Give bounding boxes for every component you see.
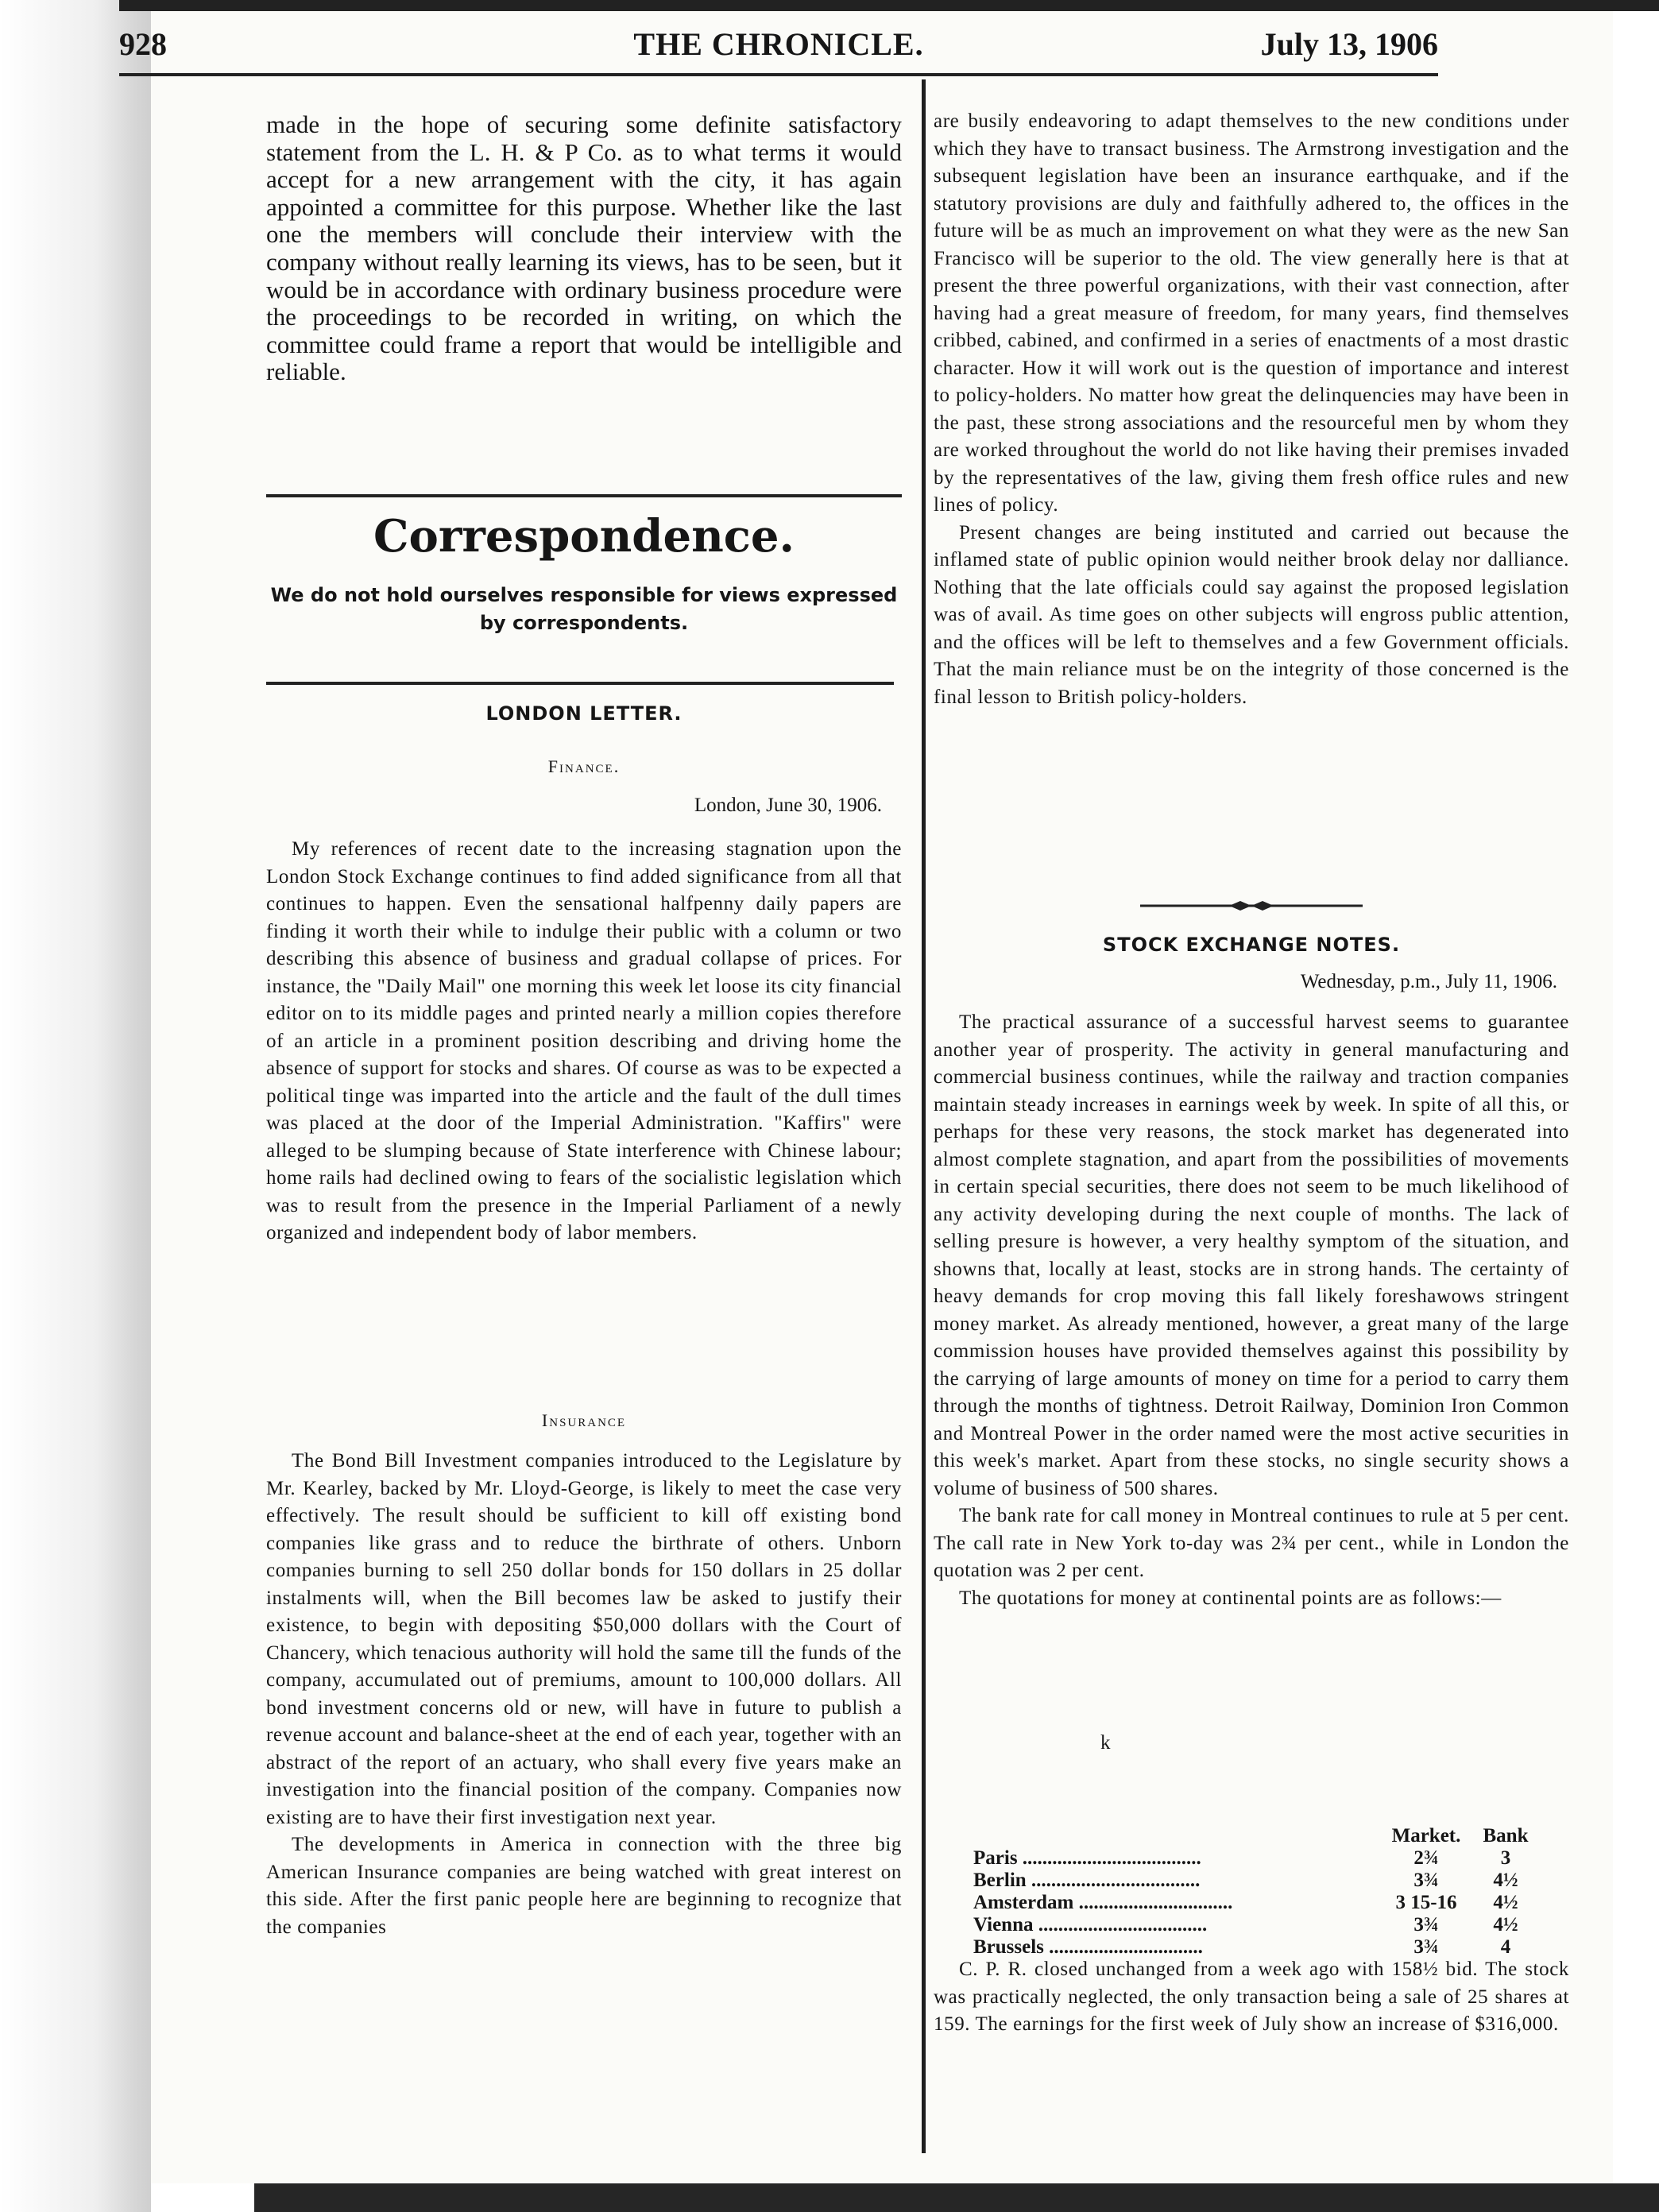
column-divider [922, 79, 926, 2153]
finance-paragraph: My references of recent date to the increasing stagnation upon the London Stock Exchange continues to find added significance from all that continues to happen. Even the sensational halfpenny daily papers are finding it worth their while to indulge their public with a column or two describing this absence of business and gradual collapse of prices. For instance, the "Daily Mail" one morning this week let loose its city financial editor on to its middle pages and printed nearly a million copies therefore of an article in a prominent position describing and driving home the absence of support for stocks and shares. Of course as was to be expected a political tinge was imparted into the article and the fault of the dull times was placed at the door of the Imperial Administration. "Kaffirs" were alleged to be slumping because of State interference with Chinese labour; home rails had declined owing to fears of the socialistic legislation which was to result from the presence in the Imperial Parliament of a newly organized and independent body of labor members. [266, 838, 902, 1243]
table-row: Vienna .................................. 3¾ 4½ [973, 1914, 1545, 1936]
finance-section [266, 836, 902, 1247]
section-rule [266, 494, 902, 497]
scan-top-edge [119, 0, 1659, 11]
bank-rate: 4½ [1493, 1870, 1518, 1891]
market-rate: 2¾ [1413, 1847, 1439, 1869]
publication-title: THE CHRONICLE. [633, 26, 924, 62]
issue-date: July 13, 1906 [1260, 26, 1438, 62]
cpr-section [934, 1956, 1569, 2039]
table-row: Amsterdam ............................... 3 15-16 4½ [973, 1892, 1545, 1914]
stock-exchange-heading: STOCK EXCHANGE NOTES. [1102, 934, 1401, 956]
quotations-intro: The quotations for money at continental points are as follows:— [959, 1587, 1502, 1609]
table-row: Brussels ............................... 3¾ 4 [973, 1936, 1545, 1959]
column-header: Bank [1483, 1825, 1529, 1847]
header-rule [119, 73, 1438, 76]
present-changes-paragraph: Present changes are being instituted and carried out because the inflamed state of public opinion would neither brook delay nor dalliance. Nothing that the late officials could say against the proposed legislation was of avail. As time goes on other subjects will engross public attention, and the offices will be left to themselves and a few Government officials. That the main reliance must be on the integrity of those concerned is the final lesson to British policy-holders. [934, 521, 1569, 708]
cpr-paragraph: C. P. R. closed unchanged from a week ago with 158½ bid. The stock was practically neglected, the only transaction being a sale of 25 shares at 159. The earnings for the first week of July show an increase of $316,000. [934, 1959, 1569, 2035]
continued-paragraph: are busily endeavoring to adapt themselves to the new conditions under which they have to transact business. The Armstrong investigation and the subsequent legislation have been an insurance earthquake, and if the statutory provisions are duly and faithfully adhered to, the offices in the future will be as much an improvement on what they were as the new San Francisco will be superior to the old. The view generally here is that at present the three powerful organizations, with their vast connection, after having had a great measure of freedom, for many years, find themselves cribbed, cabined, and confirmed in a series of enactments of a most drastic character. How it will work out is the question of importance and interest to policy-holders. No matter how great the delinquencies may have been in the past, these strong associations and the resourceful men by whom they are worked throughout the world do not like having their premises invaded by the representatives of the law, giving them fresh office rules and new lines of policy. [934, 110, 1569, 516]
bank-rate: 3 [1500, 1847, 1511, 1869]
stray-mark: k [1100, 1732, 1111, 1754]
column-header: Market. [1391, 1825, 1461, 1847]
insurance-section [266, 1448, 902, 1941]
intro-paragraph: made in the hope of securing some definite satisfactory statement from the L. H. & P Co. as to what terms it would accept for a new arrangement with the city, it has again appointed a committee for this purpose. Whether like the last one the members will conclude their interview with the company without really learning its views, has to be seen, but it would be in accordance with ordinary business procedure were the proceedings to be recorded in writing, on which the committee could frame a report that would be intelligible and reliable. [266, 110, 902, 386]
london-dateline: London, June 30, 1906. [694, 795, 882, 816]
correspondence-note: We do not hold ourselves responsible for views expressed by correspondents. [270, 584, 898, 634]
market-rate: 3¾ [1413, 1914, 1439, 1936]
market-rate: 3 15-16 [1395, 1892, 1457, 1913]
stock-section [934, 1009, 1569, 1612]
quotes-table [973, 1825, 1545, 1959]
bank-rate: 4½ [1493, 1892, 1518, 1913]
section-ornament [1140, 900, 1363, 911]
market-rate: 3¾ [1413, 1936, 1439, 1958]
table-row: Paris .................................... 2¾ 3 [973, 1847, 1545, 1870]
scan-bottom-edge [254, 2183, 1659, 2212]
london-letter-heading: LONDON LETTER. [485, 702, 683, 725]
finance-subhead: Finance. [547, 756, 621, 776]
stock-dateline: Wednesday, p.m., July 11, 1906. [1300, 971, 1557, 992]
page-number: 928 [119, 26, 167, 62]
table-row: Berlin .................................. 3¾ 4½ [973, 1870, 1545, 1892]
bank-rate: 4 [1500, 1936, 1511, 1958]
insurance-paragraph: The Bond Bill Investment companies introduced to the Legislature by Mr. Kearley, backed by Mr. Lloyd-George, is likely to meet the case very effectively. The result should be sufficient to kill off existing bond companies like grass and to reduce the birthrate of others. Unborn companies burning to sell 250 dollar bonds for 150 dollars in 25 dollar instalments will, when the Bill becomes law be asked to justify their existence, to begin with depositing $50,000 dollars with the Court of Chancery, which tenacious authority will hold the same till the funds of the company, accumulated out of premiums, amount to 100,000 dollars. All bond investment concerns old or new, will have in future to publish a revenue account and balance-sheet at the end of each year, together with an abstract of the report of an actuary, who shall every five years make an investigation into the financial position of the company. Companies now existing are to have their first investigation next year. [266, 1450, 902, 1828]
stock-paragraph: The practical assurance of a successful harvest seems to guarantee another year of prosperity. The activity in general manufacturing and commercial business continues, while the railway and traction companies maintain steady increases in earnings week by week. In spite of all this, or perhaps for these very reasons, the stock market has degenerated into almost complete stagnation, and apart from the possibilities of movements in certain special securities, there does not seem to be much likelihood of any activity developing during the next couple of months. The lack of selling presure is however, a very healthy symptom of the situation, and showns that, locally at least, stocks are in strong hands. The certainty of heavy demands for crop moving this fall likely foreshawows stringent money market. As already mentioned, however, a great many of the large commission houses have provided themselves against this possibility by the carrying of large amounts of money on time for a period to carry them through the months of tightness. Detroit Railway, Dominion Iron Common and Montreal Power in the order named were the most active securities in this week's market. Apart from these stocks, no single security shows a volume of business of 500 shares. [934, 1011, 1569, 1499]
city-name: Berlin [973, 1870, 1027, 1891]
bank-rate: 4½ [1493, 1914, 1518, 1936]
correspondence-title: Correspondence. [373, 510, 795, 563]
page-header [119, 25, 1438, 65]
insurance-paragraph: The developments in America in connection with the three big American Insurance companies are being watched with great interest on this side. After the first panic people here are beginning to recognize that the companies [266, 1834, 902, 1938]
quotes-header-row [973, 1825, 1545, 1847]
section-rule [266, 682, 894, 685]
right-continued [934, 108, 1569, 711]
insurance-subhead: Insurance [541, 1410, 627, 1430]
scan-margin-shadow [0, 0, 151, 2212]
bank-rate-paragraph: The bank rate for call money in Montreal continues to rule at 5 per cent. The call rate in New York to-day was 2¾ per cent., while in London the quotation was 2 per cent. [934, 1505, 1569, 1581]
city-name: Brussels [973, 1936, 1044, 1958]
left-intro [266, 111, 902, 386]
market-rate: 3¾ [1413, 1870, 1439, 1891]
city-name: Vienna [973, 1914, 1034, 1936]
city-name: Paris [973, 1847, 1018, 1869]
city-name: Amsterdam [973, 1892, 1074, 1913]
